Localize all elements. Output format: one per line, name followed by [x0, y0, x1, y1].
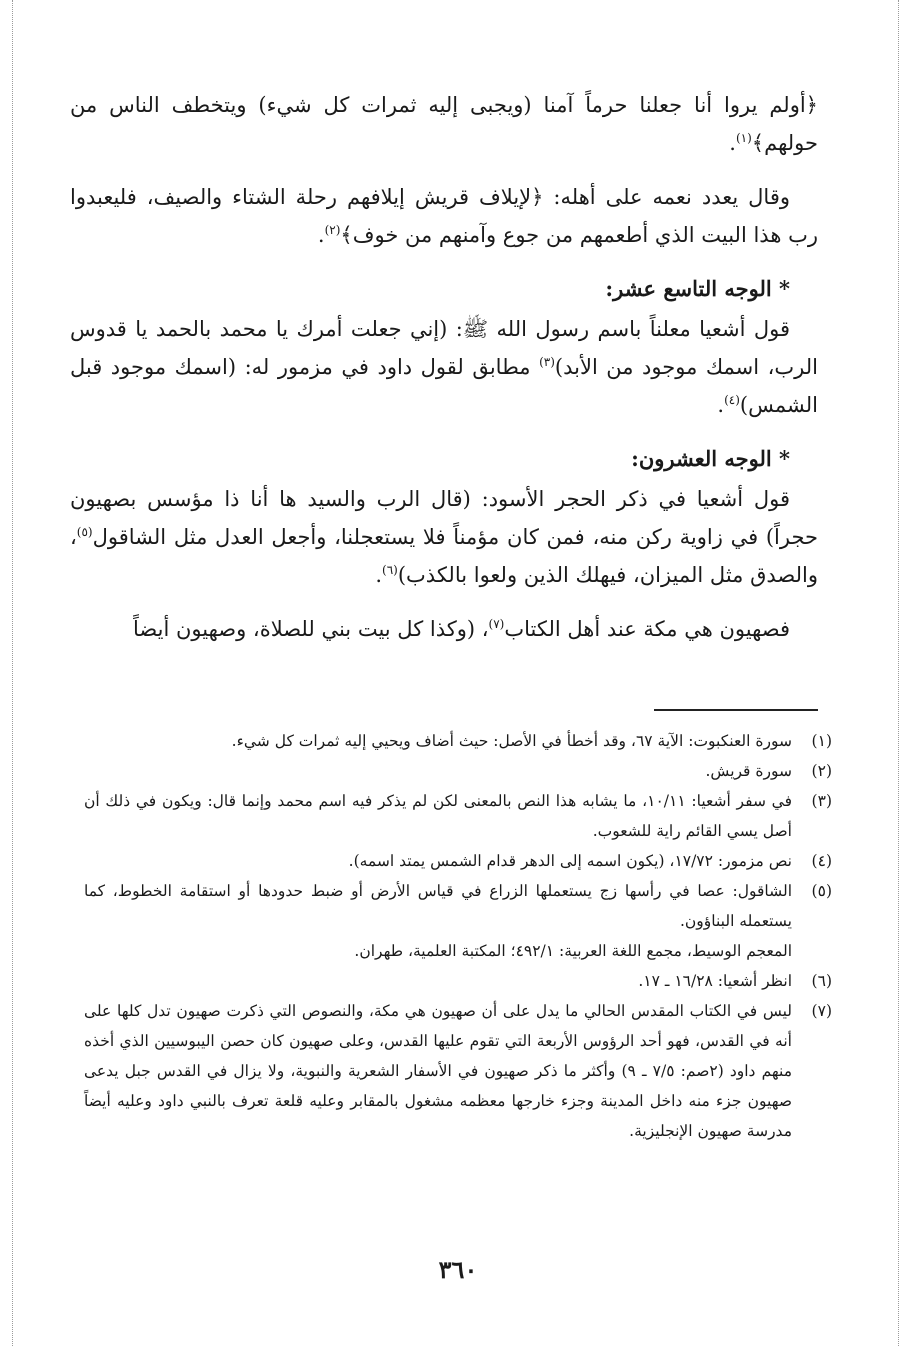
- footnote-text: سورة العنكبوت: الآية ٦٧، وقد أخطأ في الأصل: حيث أضاف ويحيي إليه ثمرات كل شيء.: [231, 732, 792, 750]
- paragraph-3: [70, 310, 818, 424]
- footnote-number: (٥): [811, 882, 832, 900]
- main-text: [70, 86, 818, 648]
- footnote-ref-6: (٦): [382, 563, 398, 577]
- paragraph-1: [70, 86, 818, 162]
- footnote-6: [84, 966, 832, 996]
- paragraph-2-end: .: [317, 223, 325, 247]
- footnotes: [84, 726, 832, 1146]
- footnote-number: (٤): [811, 852, 832, 870]
- paragraph-4-part1: قول أشعيا في ذكر الحجر الأسود: (قال الرب والسيد ها أنا ذا مؤسس بصهيون حجراً) في زاوية ركن منه، فمن كان مؤمناً فلا يستعجلنا، وأجعل العدل مثل الشاقول: [70, 487, 818, 549]
- paragraph-1-end: .: [729, 131, 736, 155]
- footnote-ref-5: (٥): [76, 525, 93, 539]
- footnote-text: انظر أشعيا: ١٦/٢٨ ـ ١٧.: [638, 972, 792, 990]
- footnote-number: (٦): [811, 972, 832, 990]
- paragraph-3-part2: مطابق لقول داود في مزمور له: (اسمك موجود قبل الشمس): [70, 355, 818, 417]
- footnote-number: (٧): [811, 1002, 832, 1020]
- paragraph-5-part1: فصهيون هي مكة عند أهل الكتاب: [504, 617, 790, 641]
- footnote-ref-7: (٧): [488, 617, 505, 631]
- footnote-number: (٣): [811, 792, 832, 810]
- footnote-text: سورة قريش.: [705, 762, 792, 780]
- footnote-text: الشاقول: عصا في رأسها زج يستعملها الزراع في قياس الأرض أو ضبط حدودها أو استقامة الخطوط، كما يستعمله البناؤون.: [84, 882, 792, 930]
- footnote-5: [84, 876, 832, 936]
- footnote-number: (١): [811, 732, 832, 750]
- page-number: ٣٦٠: [438, 1255, 478, 1284]
- footnote-ref-3: (٣): [539, 355, 555, 369]
- footnote-ref-2: (٢): [324, 223, 341, 237]
- footnote-ref-1: (١): [735, 131, 752, 145]
- paragraph-5-part2: ، (وكذا كل بيت بني للصلاة، وصهيون أيضاً: [133, 617, 489, 641]
- paragraph-4-part2: ، والصدق مثل الميزان، فيهلك الذين ولعوا بالكذب): [70, 525, 818, 587]
- paragraph-4-end: .: [375, 563, 383, 587]
- paragraph-2: [70, 178, 818, 254]
- scan-border-left: [12, 0, 13, 1346]
- footnote-3: [84, 786, 832, 846]
- footnote-2: [84, 756, 832, 786]
- paragraph-4: [70, 480, 818, 594]
- paragraph-3-end: .: [717, 393, 725, 417]
- footnote-separator: [654, 709, 818, 711]
- paragraph-2-text: وقال يعدد نعمه على أهله: ﴿لإيلاف قريش إيلافهم رحلة الشتاء والصيف، فليعبدوا رب هذا البيت الذي أطعمهم من جوع وآمنهم من خوف﴾: [70, 185, 818, 247]
- section-heading-20: * الوجه العشرون:: [631, 446, 790, 471]
- footnote-1: [84, 726, 832, 756]
- footnote-text: في سفر أشعيا: ١٠/١١، ما يشابه هذا النص بالمعنى لكن لم يذكر فيه اسم محمد وإنما قال: ويكون في ذلك أن أصل يسي القائم راية للشعوب.: [84, 792, 793, 840]
- paragraph-3-part1: قول أشعيا معلناً باسم رسول الله ﷺ: (إني جعلت أمرك يا محمد بالحمد يا قدوس الرب، اسمك موجود من الأبد): [70, 317, 818, 379]
- section-heading-19: * الوجه التاسع عشر:: [605, 276, 790, 301]
- footnote-7: [84, 996, 832, 1146]
- footnote-text: نص مزمور: ١٧/٧٢، (يكون اسمه إلى الدهر قدام الشمس يمتد اسمه).: [348, 852, 792, 870]
- scan-border-right: [898, 0, 899, 1346]
- footnote-5-source: المعجم الوسيط، مجمع اللغة العربية: ٤٩٢/١؛ المكتبة العلمية، طهران.: [354, 942, 792, 960]
- footnote-ref-4: (٤): [724, 393, 740, 407]
- paragraph-5: [70, 610, 818, 648]
- footnote-4: [84, 846, 832, 876]
- footnote-number: (٢): [811, 762, 832, 780]
- paragraph-1-text: ﴿أولم يروا أنا جعلنا حرماً آمنا (ويجبى إليه ثمرات كل شيء) ويتخطف الناس من حولهم﴾: [70, 93, 818, 155]
- footnote-text: ليس في الكتاب المقدس الحالي ما يدل على أن صهيون هي مكة، والنصوص التي ذكرت صهيون تدل كلها على أنه في القدس، فهو أحد الرؤوس الأربعة التي تقوم عليها القدس، وعلى صهيون كان حصن اليبوسيين الذي أخذه منهم داود (٢صم: ٧/٥ ـ ٩) وأكثر ما ذكر صهيون في الأسفار الشعرية والنبوية، ولا يزال في القدس جبل يدعى صهيون جزء منه داخل المدينة وجزء خارجها معظمه مشغول بالمقابر وعليه قلعة تعرف بالنبي داود وعليه أيضاً مدرسة صهيون الإنجليزية.: [84, 1002, 793, 1140]
